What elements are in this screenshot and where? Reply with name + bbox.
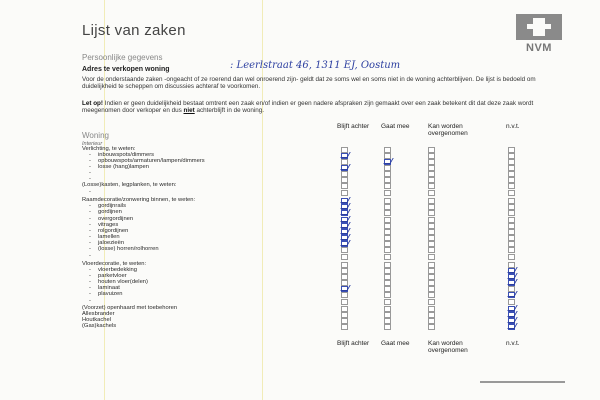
dash-marker: - [89,189,91,195]
checkbox[interactable] [341,190,348,196]
dash-marker: - [89,298,91,304]
dash-marker: - [89,222,91,228]
row-label: laminaat [98,285,120,291]
row-label: jaloezieën [98,240,125,246]
checklist-row [82,189,552,197]
checkbox[interactable] [428,324,435,330]
col-footer-nvt: n.v.t. [506,340,520,347]
row-label: vloerbedekking [98,267,137,273]
checkbox[interactable] [384,190,391,196]
row-label: rolgordijnen [98,228,129,234]
row-label: (Gas)kachels [82,323,117,329]
page-title: Lijst van zaken [82,22,186,39]
row-label: opbouwspots/armaturen/lampen/dimmers [98,158,205,164]
interieur-subheading: Interieur [82,141,103,147]
address-label: Adres te verkopen woning [82,66,170,73]
col-header-gaat: Gaat mee [381,123,410,130]
dash-marker: - [89,209,91,215]
col-footer-gaat: Gaat mee [381,340,410,347]
row-label: Houtkachel [82,317,112,323]
row-label: plavuizen [98,291,123,297]
checkbox[interactable] [384,254,391,260]
dash-marker: - [89,170,91,176]
checkbox[interactable] [508,190,515,196]
row-label: inbouwspots/dimmers [98,152,155,158]
dash-marker: - [89,152,91,158]
dash-marker: - [89,234,91,240]
row-label: parketvloer [98,273,127,279]
dash-marker: - [89,164,91,170]
dash-marker: - [89,176,91,182]
row-label: lamellen [98,234,120,240]
dash-marker: - [89,273,91,279]
checkbox[interactable] [428,190,435,196]
row-label: (Voorzet) openhaard met toebehoren [82,305,178,311]
checkbox[interactable] [341,324,348,330]
dash-marker: - [89,203,91,209]
divider [480,381,565,383]
dash-marker: - [89,267,91,273]
row-label: (Losse)kasten, legplanken, te weten: [82,182,177,188]
note-text [82,100,552,115]
row-label: Allesbrander [82,311,115,317]
row-label: gordijnrails [98,203,127,209]
checkbox[interactable] [508,254,515,260]
dash-marker: - [89,158,91,164]
note-niet: niet [183,107,195,115]
logo-text: NVM [526,42,552,54]
col-footer-blijft: Blijft achter [337,340,370,347]
row-label: houten vloer(delen) [98,279,148,285]
woning-heading: Woning [82,131,109,140]
address-handwritten: : Leerlstraat 46, 1311 EJ, Oostum [230,60,401,71]
note-text-1: Indien er geen duidelijkheid bestaat omtrent een zaak en/of indien er geen nadere afspraken zijn gemaakt over een zaak betekent dit dat deze zaak wordt meegenomen door verkoper en dus [82,100,534,115]
dash-marker: - [89,253,91,259]
note-text-2: achterblijft in de woning. [194,107,265,115]
checkbox[interactable] [341,254,348,260]
col-header-blijft: Blijft achter [337,123,370,130]
row-label: losse (hang)lampen [98,164,149,170]
note-bold: Let op! [82,100,103,107]
dash-marker: - [89,246,91,252]
row-label: Raamdecoratie/zonwering binnen, te weten: [82,197,196,203]
dash-marker: - [89,216,91,222]
row-label: Vloerdecoratie, te weten: [82,261,147,267]
dash-marker: - [89,279,91,285]
row-label: gordijnen [98,209,122,215]
dash-marker: - [89,240,91,246]
row-label: overgordijnen [98,216,134,222]
row-label: vitrages [98,222,119,228]
checkbox[interactable] [384,324,391,330]
dash-marker: - [89,285,91,291]
dash-marker: - [89,228,91,234]
checklist-row [82,253,552,261]
dash-marker: - [89,291,91,297]
house-icon [516,14,562,40]
col-header-overgenomen: Kan worden overgenomen [428,123,468,137]
checkbox[interactable] [428,254,435,260]
checkbox[interactable] [508,324,515,330]
col-footer-overgenomen: Kan worden overgenomen [428,340,468,354]
row-label: (losse) horren/rolhorren [98,246,159,252]
col-header-nvt: n.v.t. [506,123,520,130]
row-label: Verlichting, te weten: [82,146,136,152]
checklist-row [82,323,552,331]
intro-text: Voor de onderstaande zaken -ongeacht of ze roerend dan wel onroerend zijn- geldt dat ze soms wel en soms niet in de woning achterblijven. De lijst is bedoeld om duidelijkheid te scheppen om discussies achteraf te voorkomen. [82,76,536,91]
section-title: Persoonlijke gegevens [82,53,163,62]
nvm-logo [516,14,562,58]
